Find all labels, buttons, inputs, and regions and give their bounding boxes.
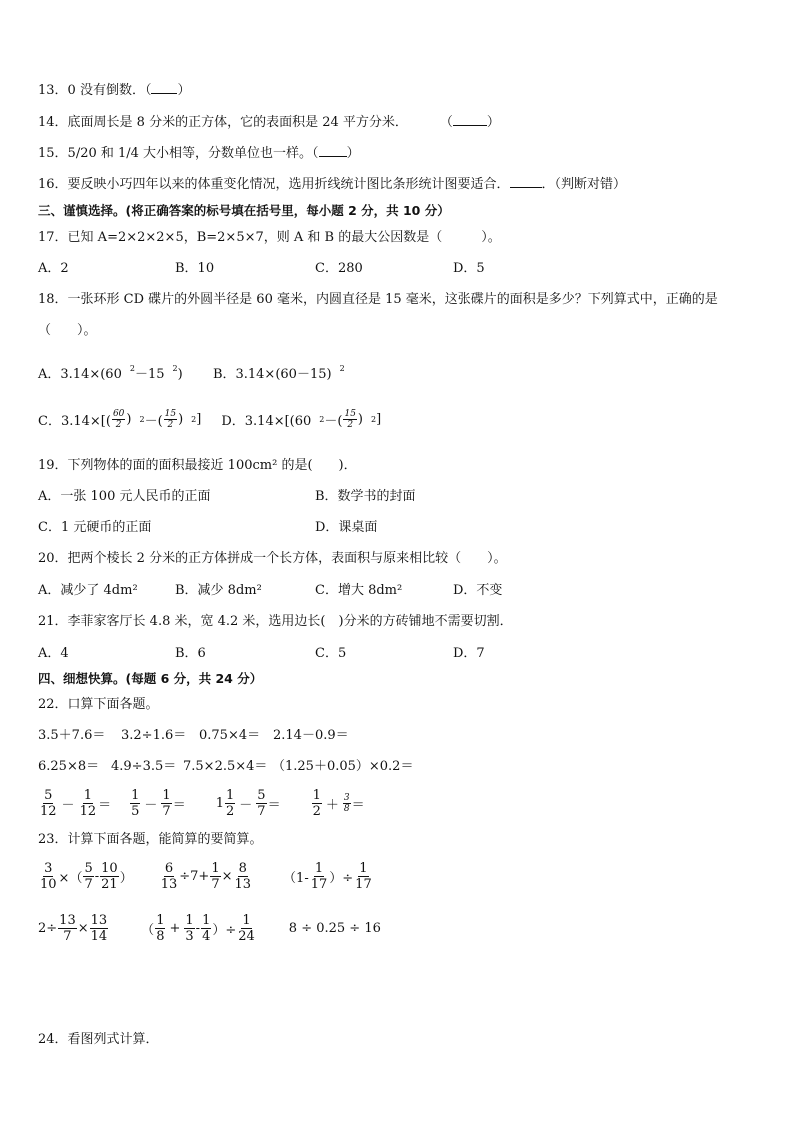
oral-calc-item: 5 12 － 1 12 ＝	[40, 787, 112, 819]
fraction: 15 2	[164, 408, 177, 430]
question-15-text: 15．5/20 和 1/4 大小相等，分数单位也一样。（	[38, 146, 319, 161]
option-b[interactable]: B．10	[175, 261, 215, 276]
oral-calc-item: 7.5×2.5×4＝	[183, 759, 268, 774]
option-d[interactable]: D．课桌面	[315, 520, 378, 535]
question-19-stem: 19．下列物体的面的面积最接近 100cm² 的是( )．	[38, 458, 357, 473]
option-a[interactable]: A．一张 100 元人民币的正面	[38, 489, 211, 504]
option-d[interactable]: D．7	[453, 646, 485, 661]
question-18-stem-2: （ ）。	[38, 323, 97, 338]
option-c[interactable]: C．增大 8dm²	[315, 583, 403, 598]
option-b[interactable]: B．6	[175, 646, 206, 661]
option-d[interactable]: D．5	[453, 261, 485, 276]
question-21-stem: 21．李菲家客厅长 4.8 米，宽 4.2 米，选用边长( )分米的方砖铺地不需要切割．	[38, 614, 513, 629]
question-16: 16．要反映小巧四年以来的体重变化情况，选用折线统计图比条形统计图要适合． ．（判断对错）	[38, 177, 627, 192]
oral-calc-item: 2.14－0.9＝	[273, 728, 349, 743]
answer-blank-16[interactable]	[510, 176, 542, 188]
question-23-stem: 23．计算下面各题，能简算的要简算。	[38, 832, 263, 847]
calc-expression-5: （ 1 8 + $\frac{1}{3}$ - 1 4 ）÷ $\frac{1}{24}$	[141, 912, 255, 944]
calc-row-2	[38, 908, 381, 948]
oral-calc-item: 0.75×4＝	[199, 728, 261, 743]
oral-calc-item: 1 5 － 1 7 ＝	[131, 787, 186, 819]
question-20-stem: 20．把两个棱长 2 分米的正方体拼成一个长方体，表面积与原来相比较（ ）。	[38, 551, 507, 566]
question-24-stem: 24．看图列式计算．	[38, 1032, 159, 1047]
question-17-stem: 17．已知 A=2×2×2×5，B=2×5×7，则 A 和 B 的最大公因数是（ ）。	[38, 230, 501, 245]
question-16-text: 16．要反映小巧四年以来的体重变化情况，选用折线统计图比条形统计图要适合．	[38, 177, 510, 192]
calc-expression-6: 8 ÷ 0.25 ÷ 16	[288, 920, 381, 936]
question-13-text: 13．0 没有倒数．（	[38, 83, 152, 98]
answer-blank-14[interactable]	[453, 114, 487, 126]
question-18-options-ab	[38, 360, 345, 384]
oral-calc-item: 6.25×8＝	[38, 759, 100, 774]
option-a[interactable]: A．4	[38, 646, 69, 661]
option-d[interactable]: D．不变	[453, 583, 503, 598]
oral-calc-item: 4.9÷3.5＝	[111, 759, 177, 774]
oral-calc-item: 1 1 2 － 5 7 ＝	[215, 787, 281, 819]
option-b[interactable]: B．减少 8dm²	[175, 583, 262, 598]
option-b[interactable]: B．3.14×(60－15) $^2$	[212, 364, 345, 382]
oral-calc-item: 3.5＋7.6＝	[38, 728, 106, 743]
section-4-heading: 四、细想快算。(每题 6 分，共 24 分）	[38, 671, 263, 686]
calc-row-1	[38, 856, 374, 896]
oral-calc-row-3	[38, 786, 365, 820]
oral-calc-item: 3.2÷1.6＝	[121, 728, 187, 743]
question-14: 14．底面周长是 8 分米的正方体，它的表面积是 24 平方分米． （ ）	[38, 115, 500, 130]
option-a[interactable]: A．减少了 4dm²	[38, 583, 138, 598]
option-c[interactable]: C．5	[315, 646, 347, 661]
calc-expression-2: $\frac{6}{13}$ ÷7+ $\frac{1}{7}$ × $\frac{8}{13}$	[160, 860, 252, 892]
section-3-heading: 三、谨慎选择。(将正确答案的标号填在括号里，每小题 2 分，共 10 分）	[38, 203, 450, 218]
question-18-stem: 18．一张环形 CD 碟片的外圆半径是 60 毫米，内圆直径是 15 毫米，这张碟片的面积是多少？下列算式中，正确的是	[38, 292, 718, 307]
answer-blank-15[interactable]	[319, 145, 347, 157]
option-d[interactable]: D．3.14×[(60 2 －( 15 2 ) 2 ]	[221, 408, 382, 430]
oral-calc-item: 1 2 ＋ 3 8 ＝	[312, 787, 365, 819]
fraction: 15 2	[344, 408, 356, 430]
question-18-options-cd	[38, 405, 381, 433]
answer-blank-13[interactable]	[151, 82, 177, 94]
question-22-stem: 22．口算下面各题。	[38, 697, 159, 712]
question-14-text: 14．底面周长是 8 分米的正方体，它的表面积是 24 平方分米．	[38, 115, 408, 130]
option-c[interactable]: C．3.14×[( 60 2 ) 2 －( 15 2 ) 2 ]	[38, 408, 202, 430]
option-a[interactable]: A．3.14×(60 $^2$－15 $^2$)	[38, 364, 183, 382]
question-13: 13．0 没有倒数．（ ）	[38, 83, 191, 98]
question-15: 15．5/20 和 1/4 大小相等，分数单位也一样。（ ）	[38, 146, 360, 161]
option-a[interactable]: A．2	[38, 261, 69, 276]
calc-expression-1: $\frac{3}{10}$ ×（ 5 7 - 10 21 ）	[40, 860, 133, 892]
calc-expression-3: （1- 1 17 ）÷ $\frac{1}{17}$	[283, 860, 372, 892]
option-c[interactable]: C．280	[315, 261, 363, 276]
calc-expression-4: 2÷ $\frac{13}{7}$ × $\frac{13}{14}$	[38, 912, 108, 944]
option-b[interactable]: B．数学书的封面	[315, 489, 416, 504]
fraction: 60 2	[112, 408, 125, 430]
oral-calc-item: （1.25＋0.05）×0.2＝	[272, 759, 414, 774]
option-c[interactable]: C．1 元硬币的正面	[38, 520, 152, 535]
